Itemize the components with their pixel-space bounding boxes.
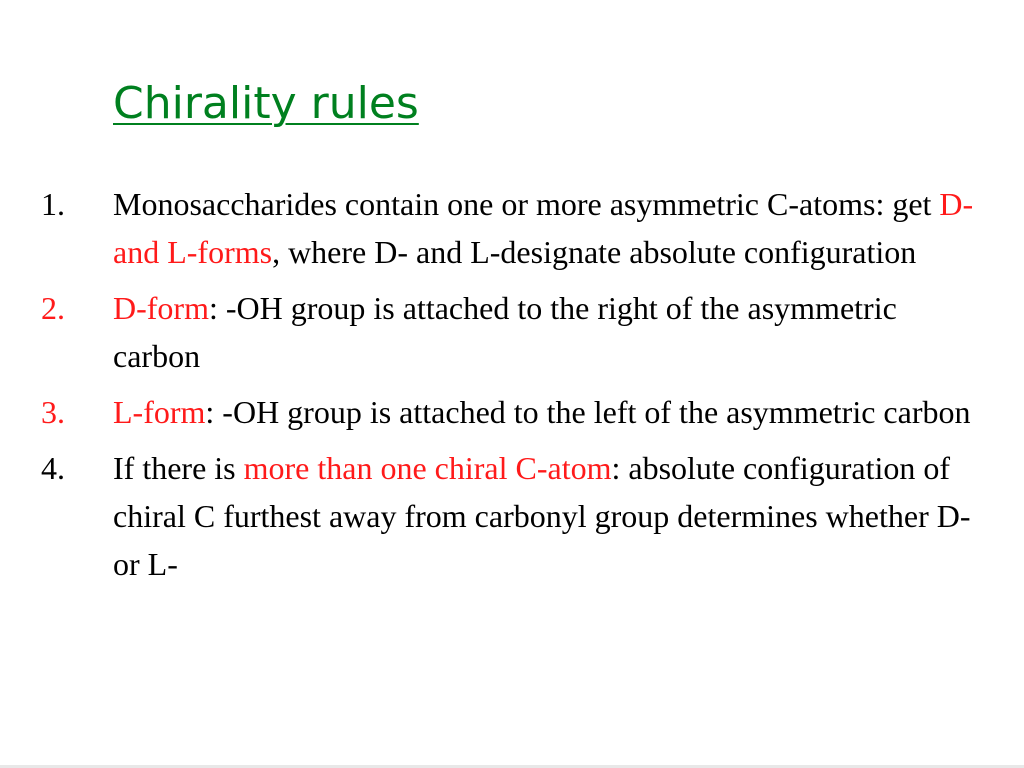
item-text xyxy=(113,180,984,276)
text-segment: Monosaccharides contain one or more asymmetric C-atoms: get xyxy=(113,186,940,222)
list-item-2 xyxy=(0,284,1024,380)
text-segment: : -OH group is attached to the left of the asymmetric carbon xyxy=(205,394,971,430)
item-text xyxy=(113,444,984,588)
list-item-4 xyxy=(0,444,1024,588)
text-segment: , where D- and L-designate absolute configuration xyxy=(272,234,917,270)
item-text xyxy=(113,388,984,436)
list-item-3 xyxy=(0,388,1024,436)
highlighted-term: L-form xyxy=(113,394,206,430)
text-segment: : absolute configuration of chiral C furthest away from carbonyl group determines whether D- or L- xyxy=(113,450,971,582)
item-number: 2. xyxy=(41,290,65,326)
highlighted-term: D- and L-forms xyxy=(113,186,974,270)
item-number: 3. xyxy=(41,394,65,430)
item-number: 4. xyxy=(41,450,65,486)
list-item-1 xyxy=(0,180,1024,276)
text-segment: If there is xyxy=(113,450,244,486)
slide-title: Chirality rules xyxy=(113,78,419,129)
item-number: 1. xyxy=(41,186,65,222)
item-text xyxy=(113,284,984,380)
rules-list xyxy=(0,180,1024,596)
highlighted-term: D-form xyxy=(113,290,209,326)
highlighted-term: more than one chiral C-atom xyxy=(243,450,612,486)
text-segment: : -OH group is attached to the right of the asymmetric carbon xyxy=(113,290,897,374)
